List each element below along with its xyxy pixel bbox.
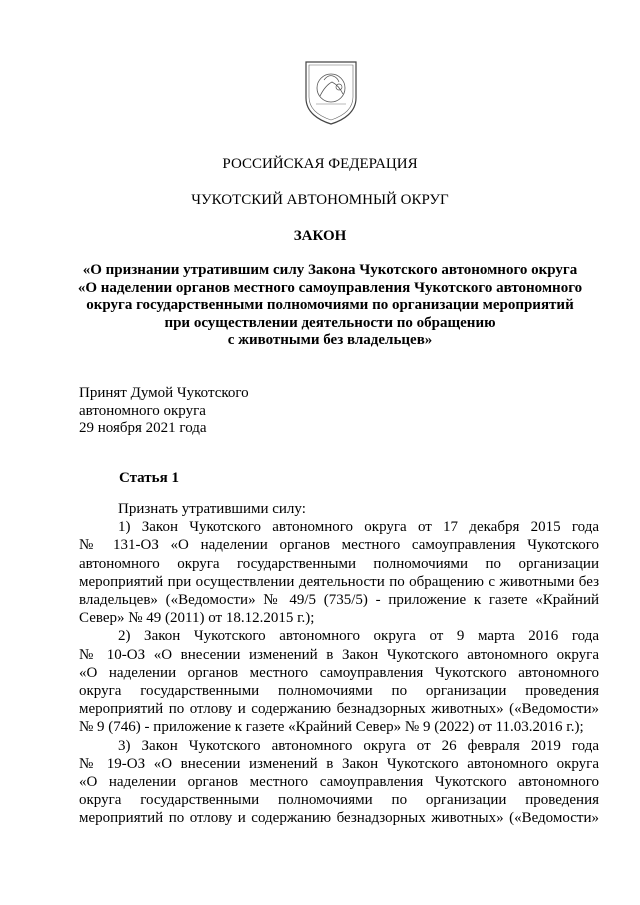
law-title-line: «О признании утратившим силу Закона Чукотского автономного округа	[82, 262, 578, 278]
adoption-line: Принят Думой Чукотского	[79, 385, 249, 401]
body-line: «О наделении органов местного самоуправления Чукотского автономного	[79, 664, 599, 681]
coat-of-arms-emblem	[302, 58, 360, 126]
body-line: № 131-ОЗ «О наделении органов местного самоуправления Чукотского	[79, 537, 599, 554]
body-line: Признать утратившими силу:	[118, 501, 306, 517]
body-line: Север» № 49 (2011) от 18.12.2015 г.);	[79, 610, 315, 627]
body-line: округа государственными полномочиями по организации проведения	[79, 683, 599, 700]
body-line: «О наделении органов местного самоуправления Чукотского автономного	[79, 774, 599, 791]
body-line: № 10-ОЗ «О внесении изменений в Закон Чукотского автономного округа	[79, 646, 599, 663]
law-title-line: при осуществлении деятельности по обращению	[164, 314, 496, 331]
body-line: № 9 (746) - приложение к газете «Крайний Север» № 9 (2022) от 11.03.2016 г.);	[79, 719, 584, 736]
body-line: мероприятий по отлову и содержанию безнадзорных животных» («Ведомости»	[79, 701, 599, 718]
body-line: автономного округа государственными полномочиями по организации	[79, 555, 599, 572]
law-title	[60, 262, 600, 350]
body-line: 1) Закон Чукотского автономного округа от 17 декабря 2015 года	[118, 519, 599, 536]
body-line: округа государственными полномочиями по организации проведения	[79, 792, 599, 809]
body-line: мероприятий при осуществлении деятельности по обращению с животными без	[79, 573, 599, 590]
article-heading: Статья 1	[119, 470, 179, 486]
article-body	[79, 500, 599, 828]
region-heading: ЧУКОТСКИЙ АВТОНОМНЫЙ ОКРУГ	[191, 192, 449, 208]
law-title-line: с животными без владельцев»	[227, 332, 433, 348]
body-line: 2) Закон Чукотского автономного округа от 9 марта 2016 года	[118, 628, 599, 645]
body-line: 3) Закон Чукотского автономного округа от 26 февраля 2019 года	[118, 737, 599, 754]
adoption-line: автономного округа	[79, 402, 206, 419]
law-title-line: округа государственными полномочиями по организации мероприятий	[86, 297, 574, 313]
document-type-heading: ЗАКОН	[293, 228, 347, 244]
country-heading: РОССИЙСКАЯ ФЕДЕРАЦИЯ	[222, 156, 418, 172]
body-line: владельцев» («Ведомости» № 49/5 (735/5) - приложение к газете «Крайний	[79, 592, 599, 609]
adoption-line: 29 ноября 2021 года	[79, 420, 207, 436]
adoption-info	[79, 385, 249, 438]
law-title-line: «О наделении органов местного самоуправления Чукотского автономного	[77, 279, 583, 296]
body-line: мероприятий по отлову и содержанию безнадзорных животных» («Ведомости»	[79, 810, 599, 827]
body-line: № 19-ОЗ «О внесении изменений в Закон Чукотского автономного округа	[79, 755, 599, 772]
